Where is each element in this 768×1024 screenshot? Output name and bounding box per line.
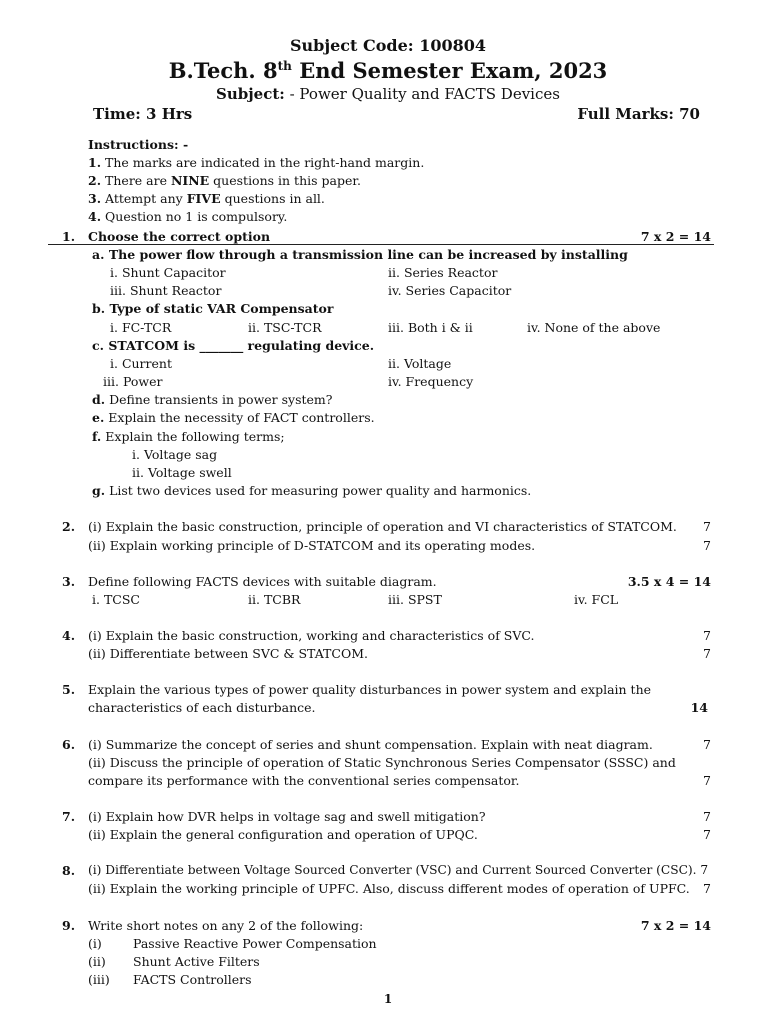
- question-text: (ii) Explain working principle of D-STATCOM and its operating modes.: [88, 538, 536, 553]
- option: iv. None of the above: [527, 320, 661, 335]
- term-item: ii. Voltage swell: [132, 465, 232, 480]
- note-item-number: (ii): [88, 954, 106, 969]
- question-number: 3.: [62, 574, 76, 589]
- question-marks: 7: [703, 519, 711, 534]
- question-text: compare its performance with the conventional series compensator.: [88, 773, 520, 788]
- option: iii. Shunt Reactor: [110, 283, 222, 298]
- option: ii. Voltage: [388, 356, 452, 371]
- question-text: (i) Explain the basic construction, principle of operation and VI characteristics of STATCOM.: [88, 519, 677, 534]
- option: i. TCSC: [92, 592, 140, 607]
- question-text: characteristics of each disturbance.: [88, 700, 316, 715]
- note-item-text: Shunt Active Filters: [133, 954, 260, 969]
- instruction-item: 1. The marks are indicated in the right-hand margin.: [88, 155, 425, 170]
- subquestion-f: f. Explain the following terms;: [92, 429, 285, 444]
- subquestion-b: b. Type of static VAR Compensator: [92, 301, 334, 316]
- question-text: Write short notes on any 2 of the following:: [88, 918, 364, 933]
- question-marks: 14: [690, 700, 708, 715]
- exam-time: Time: 3 Hrs: [93, 105, 193, 123]
- question-marks: 7: [703, 646, 711, 661]
- option: ii. TSC-TCR: [248, 320, 322, 335]
- question-number: 2.: [62, 519, 76, 534]
- option: i. Current: [110, 356, 172, 371]
- question-marks: 7: [703, 737, 711, 752]
- question-text: (ii) Explain the working principle of UPFC. Also, discuss different modes of operation of UPFC.: [88, 881, 690, 896]
- question-marks: 7: [703, 773, 711, 788]
- question-text: Define following FACTS devices with suitable diagram.: [88, 574, 437, 589]
- subquestion-e: e. Explain the necessity of FACT controllers.: [92, 410, 375, 425]
- subquestion-a: a. The power flow through a transmission line can be increased by installing: [92, 247, 628, 262]
- question-text: (i) Summarize the concept of series and shunt compensation. Explain with neat diagram.: [88, 737, 653, 752]
- note-item-number: (i): [88, 936, 102, 951]
- option: iii. SPST: [388, 592, 442, 607]
- question-marks: 7: [703, 538, 711, 553]
- option: ii. Series Reactor: [388, 265, 498, 280]
- subject-code: Subject Code: 100804: [289, 36, 487, 55]
- subquestion-d: d. Define transients in power system?: [92, 392, 333, 407]
- question-text: Explain the various types of power quality disturbances in power system and explain the: [88, 682, 652, 697]
- question-marks: 7: [703, 809, 711, 824]
- question-marks: 7: [703, 827, 711, 842]
- subquestion-c: c. STATCOM is _______ regulating device.: [92, 338, 375, 353]
- question-number: 8.: [62, 863, 76, 878]
- subject-line: Subject: - Power Quality and FACTS Devices: [216, 85, 560, 103]
- instruction-item: 4. Question no 1 is compulsory.: [88, 209, 288, 224]
- question-number: 7.: [62, 809, 76, 824]
- option: i. Shunt Capacitor: [110, 265, 226, 280]
- note-item-text: FACTS Controllers: [133, 972, 252, 987]
- question-number: 6.: [62, 737, 76, 752]
- question-text: (i) Explain how DVR helps in voltage sag and swell mitigation?: [88, 809, 486, 824]
- note-item-number: (iii): [88, 972, 110, 987]
- section-divider: [48, 244, 714, 245]
- option: iv. FCL: [574, 592, 619, 607]
- term-item: i. Voltage sag: [132, 447, 218, 462]
- question-text: Choose the correct option: [88, 229, 271, 244]
- question-marks: 7 x 2 = 14: [640, 229, 711, 244]
- option: iv. Frequency: [388, 374, 474, 389]
- question-marks: 3.5 x 4 = 14: [627, 574, 711, 589]
- question-text: (i) Differentiate between Voltage Sourced Converter (VSC) and Current Sourced Converter (CSC). 7: [88, 863, 709, 877]
- question-number: 5.: [62, 682, 76, 697]
- option: i. FC-TCR: [110, 320, 172, 335]
- option: iii. Power: [103, 374, 163, 389]
- full-marks: Full Marks: 70: [577, 105, 700, 123]
- question-text: (i) Explain the basic construction, working and characteristics of SVC.: [88, 628, 535, 643]
- question-text: (ii) Discuss the principle of operation of Static Synchronous Series Compensator (SSSC) and: [88, 755, 676, 770]
- exam-title: B.Tech. 8th End Semester Exam, 2023: [168, 58, 608, 83]
- note-item-text: Passive Reactive Power Compensation: [133, 936, 377, 951]
- question-marks: 7 x 2 = 14: [640, 918, 711, 933]
- instruction-item: 2. There are NINE questions in this paper.: [88, 173, 361, 188]
- option: iv. Series Capacitor: [388, 283, 512, 298]
- question-marks: 7: [703, 881, 711, 896]
- question-text: (ii) Explain the general configuration and operation of UPQC.: [88, 827, 478, 842]
- question-marks: 7: [703, 628, 711, 643]
- subquestion-g: g. List two devices used for measuring power quality and harmonics.: [92, 483, 532, 498]
- question-number: 4.: [62, 628, 76, 643]
- question-number: 1.: [62, 229, 76, 244]
- question-number: 9.: [62, 918, 76, 933]
- option: ii. TCBR: [248, 592, 301, 607]
- option: iii. Both i & ii: [388, 320, 473, 335]
- question-text: (ii) Differentiate between SVC & STATCOM.: [88, 646, 368, 661]
- instruction-item: 3. Attempt any FIVE questions in all.: [88, 191, 325, 206]
- instructions-heading: Instructions: -: [88, 137, 189, 152]
- page-number: 1: [383, 992, 393, 1006]
